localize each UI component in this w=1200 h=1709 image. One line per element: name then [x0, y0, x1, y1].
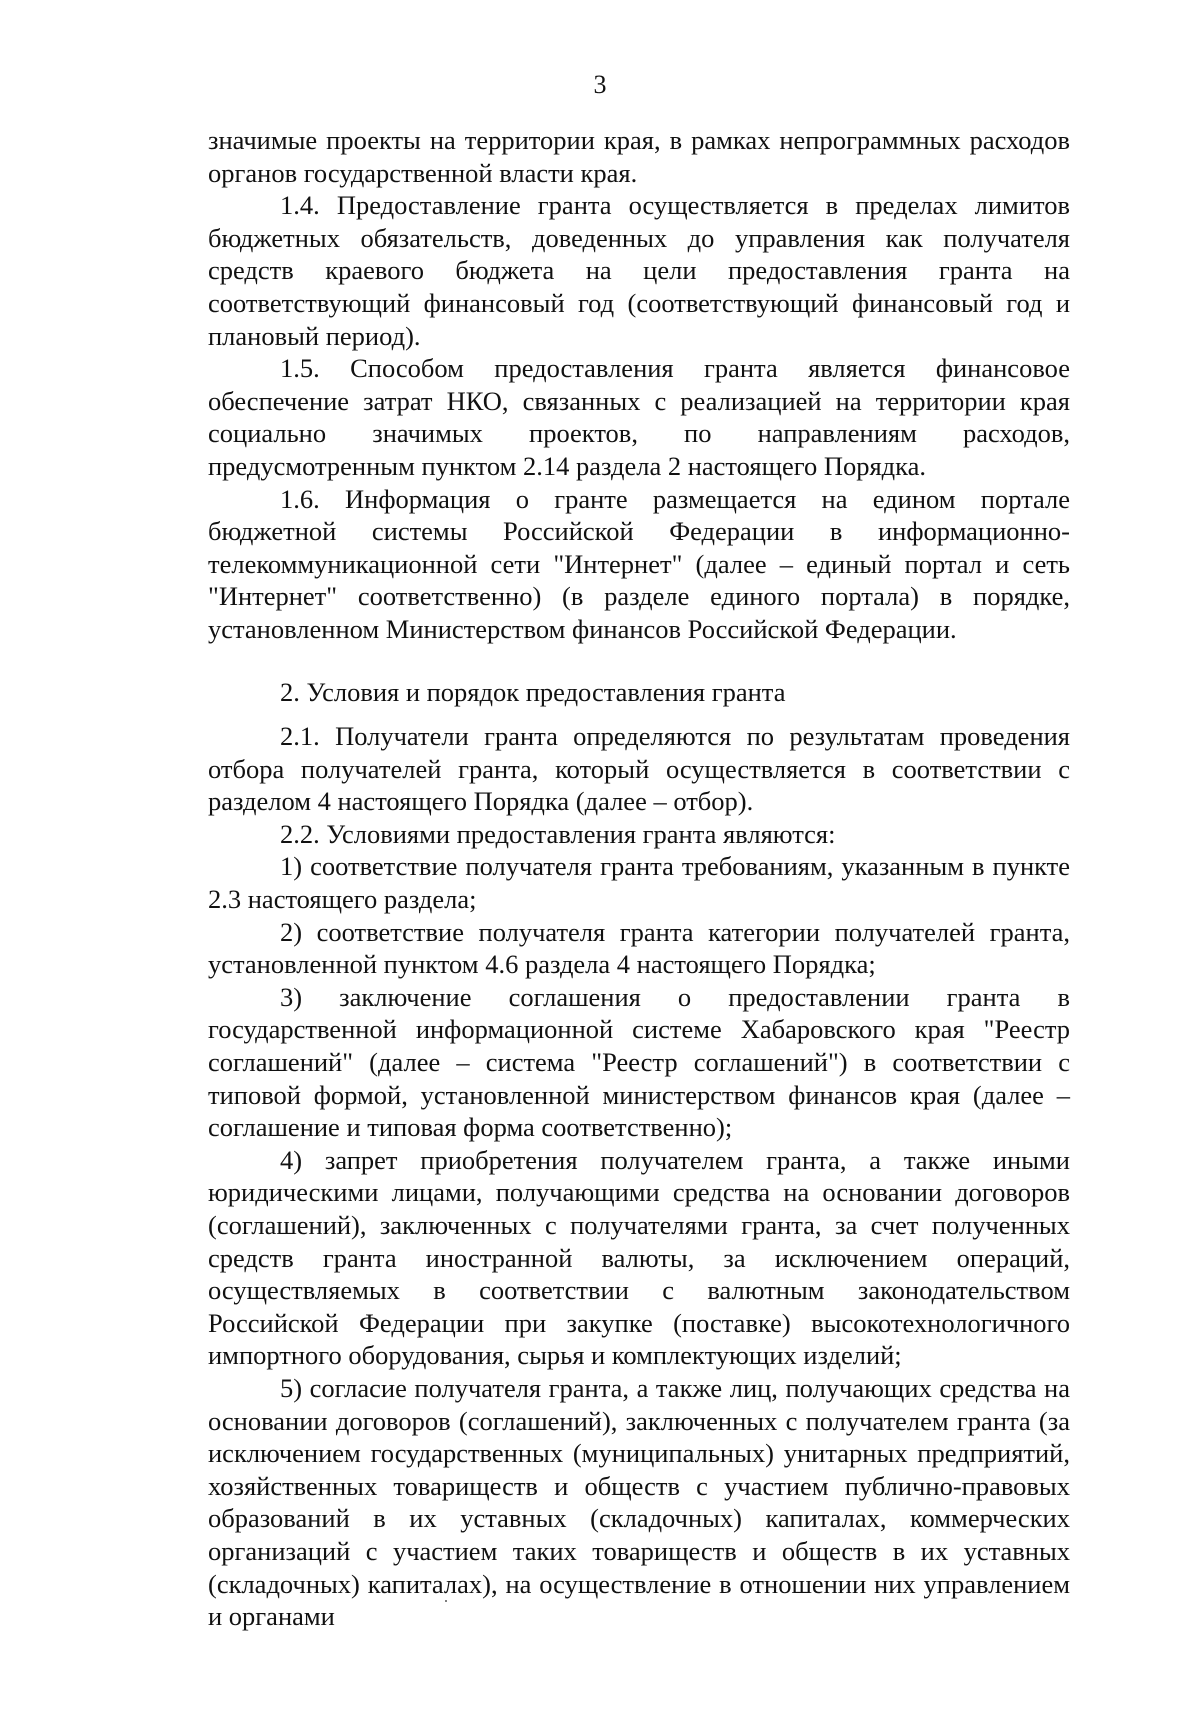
page-number: 3 [593, 70, 607, 99]
paragraph-2-1: 2.1. Получатели гранта определяются по результатам проведения отбора получателей гранта, который осуществляется в соответствии с разделом 4 настоящего Порядка (далее – отбор). [208, 721, 1070, 817]
list-item-3: 3) заключение соглашения о предоставлении гранта в государственной информационной системе Хабаровского края "Реестр соглашений" (далее – система "Реестр соглашений") в соответствии с типовой формой, установленной министерством финансов края (далее – соглашение и типовая форма соответственно); [208, 981, 1070, 1143]
paragraph-continuation: значимые проекты на территории края, в рамках непрограммных расходов органов государственной власти края. [208, 125, 1070, 188]
list-item-5: 5) согласие получателя гранта, а также лиц, получающих средства на основании договоров (соглашений), заключенных с получателем гранта (за исключением государственных (муниципальных) унитарных предприятий, хозяйственных товариществ и обществ с участием публично-правовых образований в их уставных (складочных) капиталах, коммерческих организаций с участием таких товариществ и обществ в их уставных (складочных) капиталах), на осуществление в отношении них управлением и органами [208, 1372, 1070, 1632]
document-body [208, 124, 1070, 1633]
paragraph-1-5: 1.5. Способом предоставления гранта является финансовое обеспечение затрат НКО, связанных с реализацией на территории края социально значимых проектов, по направлениям расходов, предусмотренным пунктом 2.14 раздела 2 настоящего Порядка. [208, 353, 1070, 481]
scan-speck [445, 1600, 447, 1602]
paragraph-1-6: 1.6. Информация о гранте размещается на едином портале бюджетной системы Российской Федерации в информационно-телекоммуникационной сети "Интернет" (далее – единый портал и сеть "Интернет" соответственно) (в разделе единого портала) в порядке, установленном Министерством финансов Российской Федерации. [208, 483, 1070, 644]
list-item-1: 1) соответствие получателя гранта требованиям, указанным в пункте 2.3 настоящего раздела; [208, 851, 1070, 915]
paragraph-2-2: 2.2. Условиями предоставления гранта являются: [280, 818, 836, 849]
section-heading: 2. Условия и порядок предоставления гранта [280, 676, 786, 707]
paragraph-1-4: 1.4. Предоставление гранта осуществляется в пределах лимитов бюджетных обязательств, доведенных до управления как получателя средств краевого бюджета на цели предоставления гранта на соответствующий финансовый год (соответствующий финансовый год и плановый период). [208, 190, 1070, 351]
list-item-2: 2) соответствие получателя гранта категории получателей гранта, установленной пунктом 4.6 раздела 4 настоящего Порядка; [208, 916, 1070, 980]
list-item-4: 4) запрет приобретения получателем гранта, а также иными юридическими лицами, получающими средства на основании договоров (соглашений), заключенных с получателями гранта, за счет полученных средств гранта иностранной валюты, за исключением операций, осуществляемых в соответствии с валютным законодательством Российской Федерации при закупке (поставке) высокотехнологичного импортного оборудования, сырья и комплектующих изделий; [208, 1144, 1070, 1371]
